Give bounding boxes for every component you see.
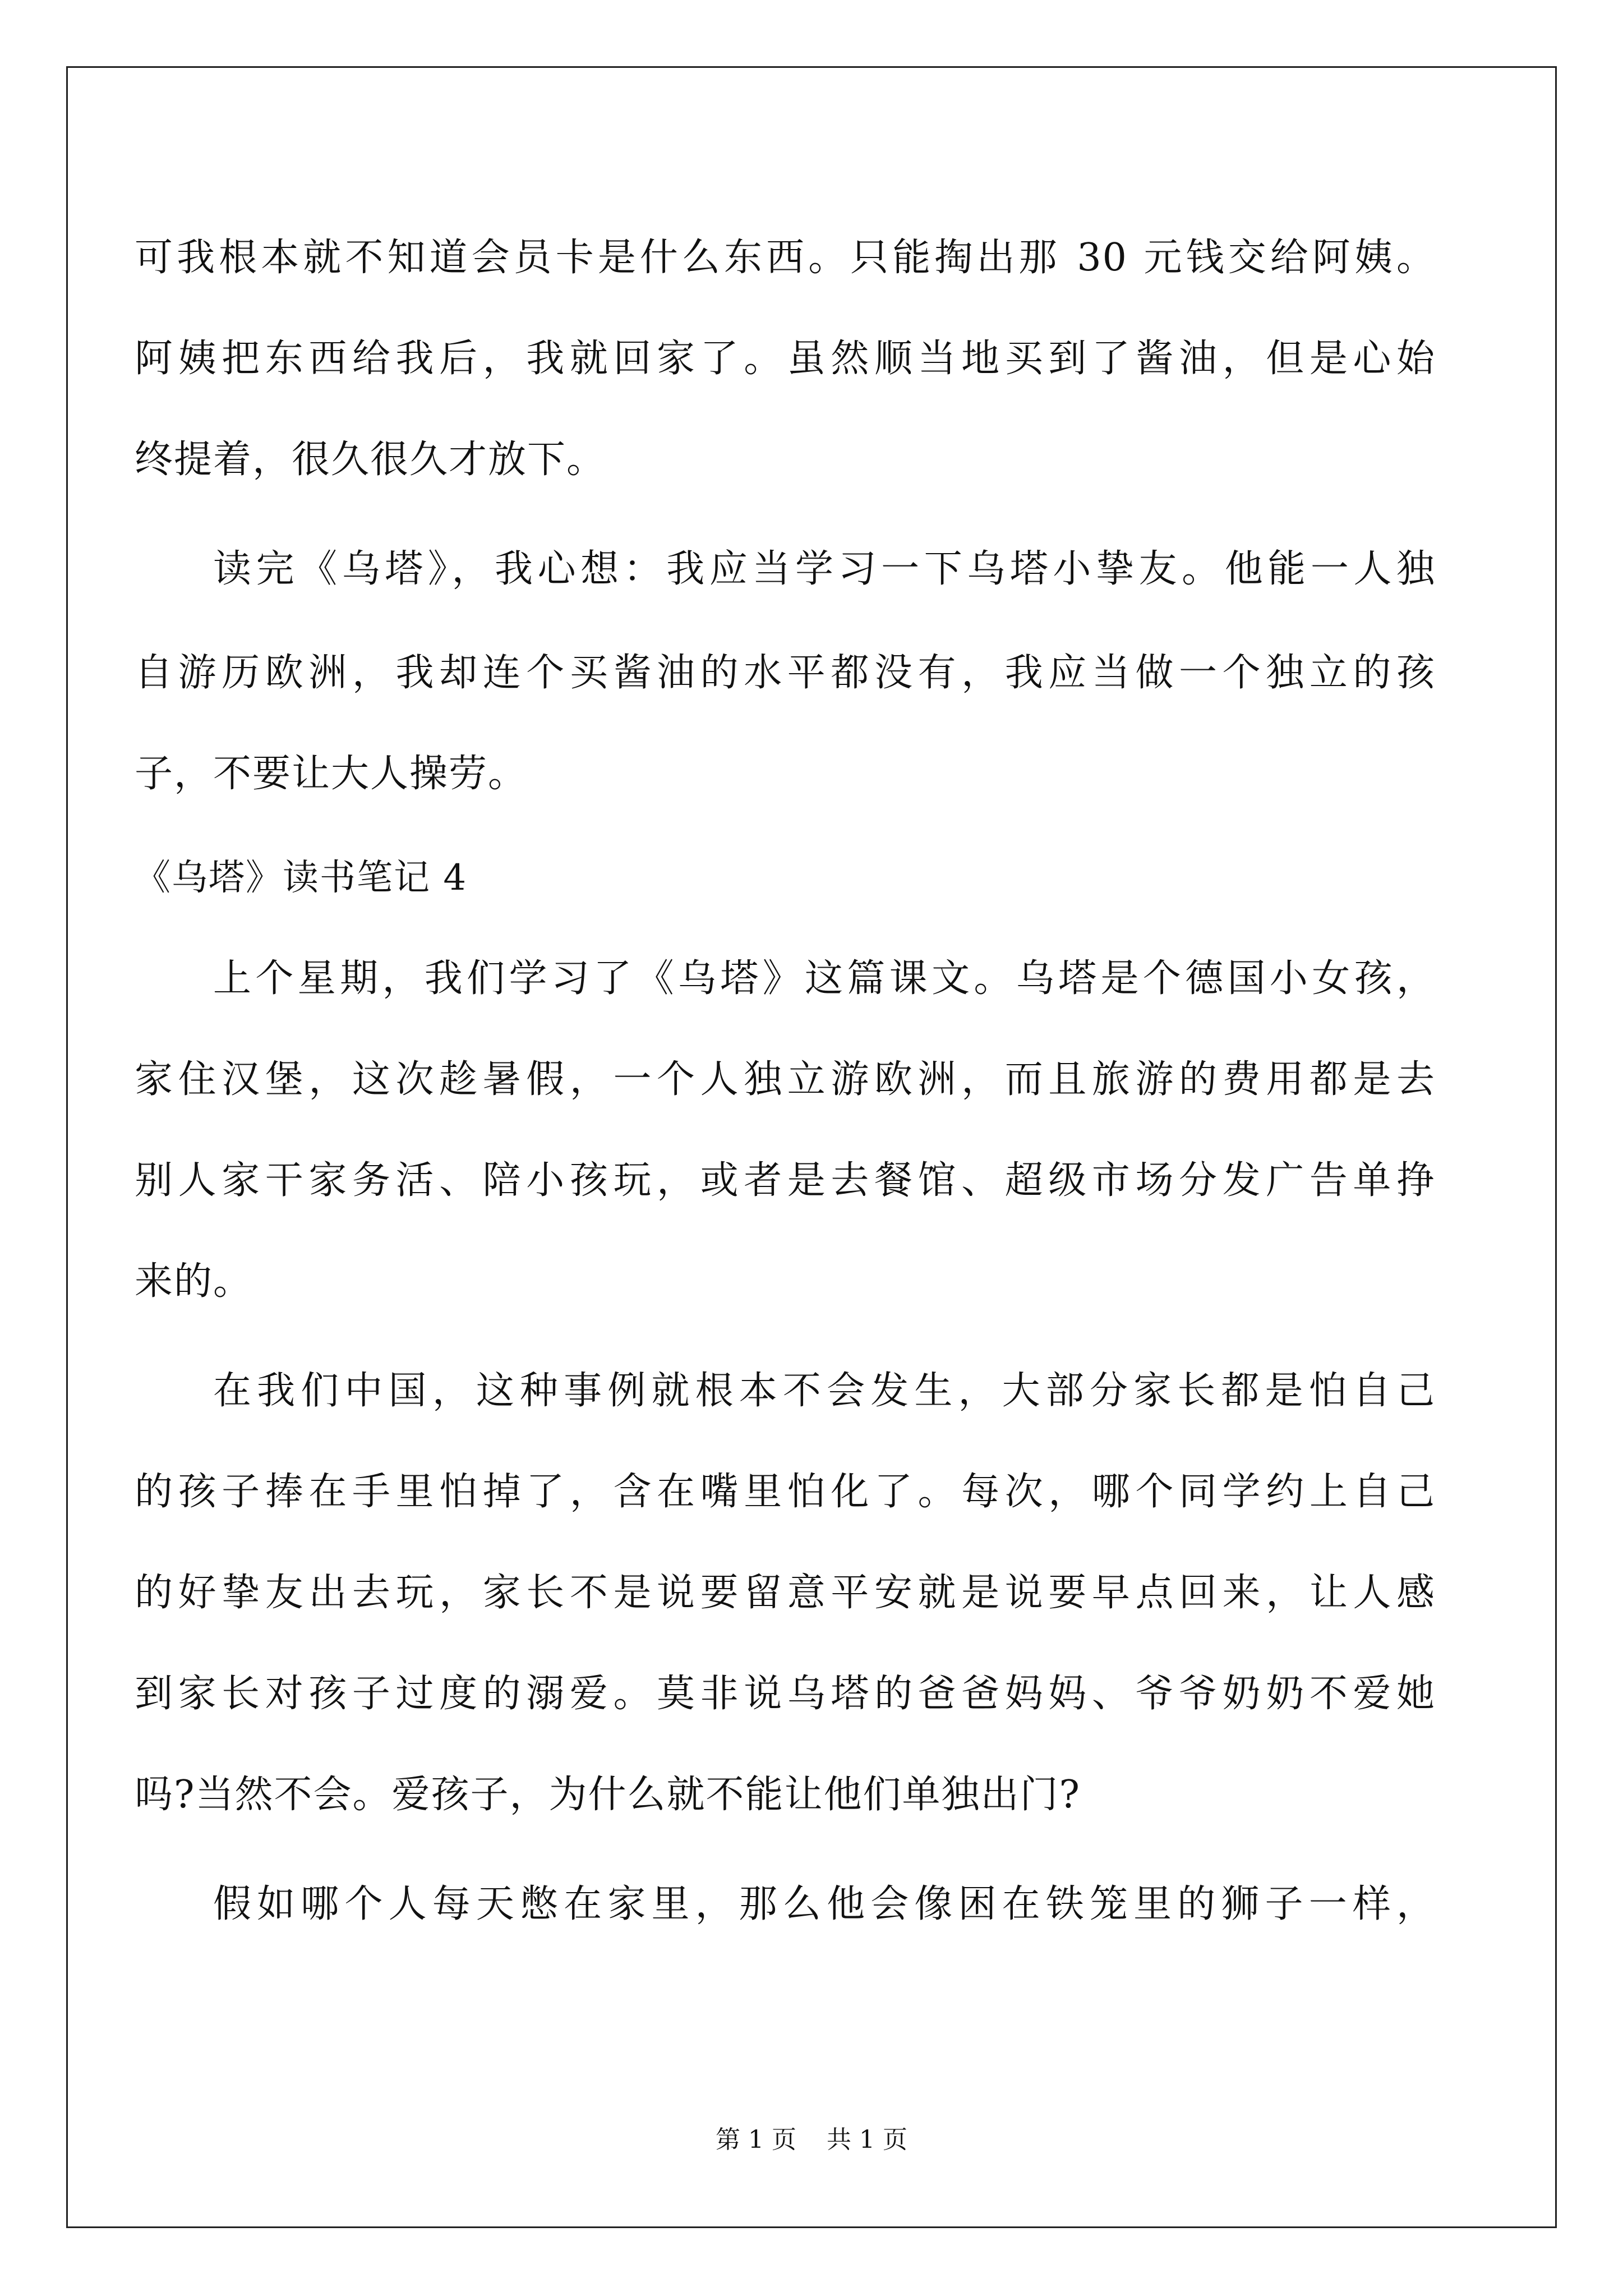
paragraph-line: 来的。	[135, 1259, 253, 1304]
page-footer	[0, 2123, 1623, 2157]
paragraph-line: 在我们中国，这种事例就根本不会发生，大部分家长都是怕自己	[213, 1369, 1436, 1413]
paragraph-line: 上个星期，我们学习了《乌塔》这篇课文。乌塔是个德国小女孩，	[213, 956, 1436, 1001]
paragraph-line: 假如哪个人每天憋在家里，那么他会像困在铁笼里的狮子一样，	[213, 1882, 1436, 1926]
paragraph-line: 子，不要让大人操劳。	[135, 752, 528, 796]
paragraph-line: 的孩子捧在手里怕掉了，含在嘴里怕化了。每次，哪个同学约上自己	[135, 1470, 1436, 1514]
paragraph-line: 的好挚友出去玩，家长不是说要留意平安就是说要早点回来，让人感	[135, 1571, 1436, 1615]
section-heading: 《乌塔》读书笔记 4	[135, 857, 468, 899]
paragraph-line: 终提着，很久很久才放下。	[135, 438, 606, 482]
paragraph-line: 读完《乌塔》，我心想：我应当学习一下乌塔小挚友。他能一人独	[213, 547, 1436, 591]
paragraph-line: 自游历欧洲，我却连个买酱油的水平都没有，我应当做一个独立的孩	[135, 651, 1436, 695]
page-number-total: 共 1 页	[827, 2125, 907, 2154]
paragraph-line: 家住汉堡，这次趁暑假，一个人独立游欧洲，而且旅游的费用都是去	[135, 1057, 1436, 1102]
paragraph-line: 阿姨把东西给我后，我就回家了。虽然顺当地买到了酱油，但是心始	[135, 337, 1436, 381]
paragraph-line: 别人家干家务活、陪小孩玩，或者是去餐馆、超级市场分发广告单挣	[135, 1158, 1436, 1203]
paragraph-line: 吗?当然不会。爱孩子，为什么就不能让他们单独出门?	[135, 1773, 1081, 1817]
paragraph-line: 可我根本就不知道会员卡是什么东西。只能掏出那 30 元钱交给阿姨。	[135, 236, 1436, 280]
paragraph-line: 到家长对孩子过度的溺爱。莫非说乌塔的爸爸妈妈、爷爷奶奶不爱她	[135, 1672, 1436, 1716]
page-number-current: 第 1 页	[716, 2125, 796, 2154]
